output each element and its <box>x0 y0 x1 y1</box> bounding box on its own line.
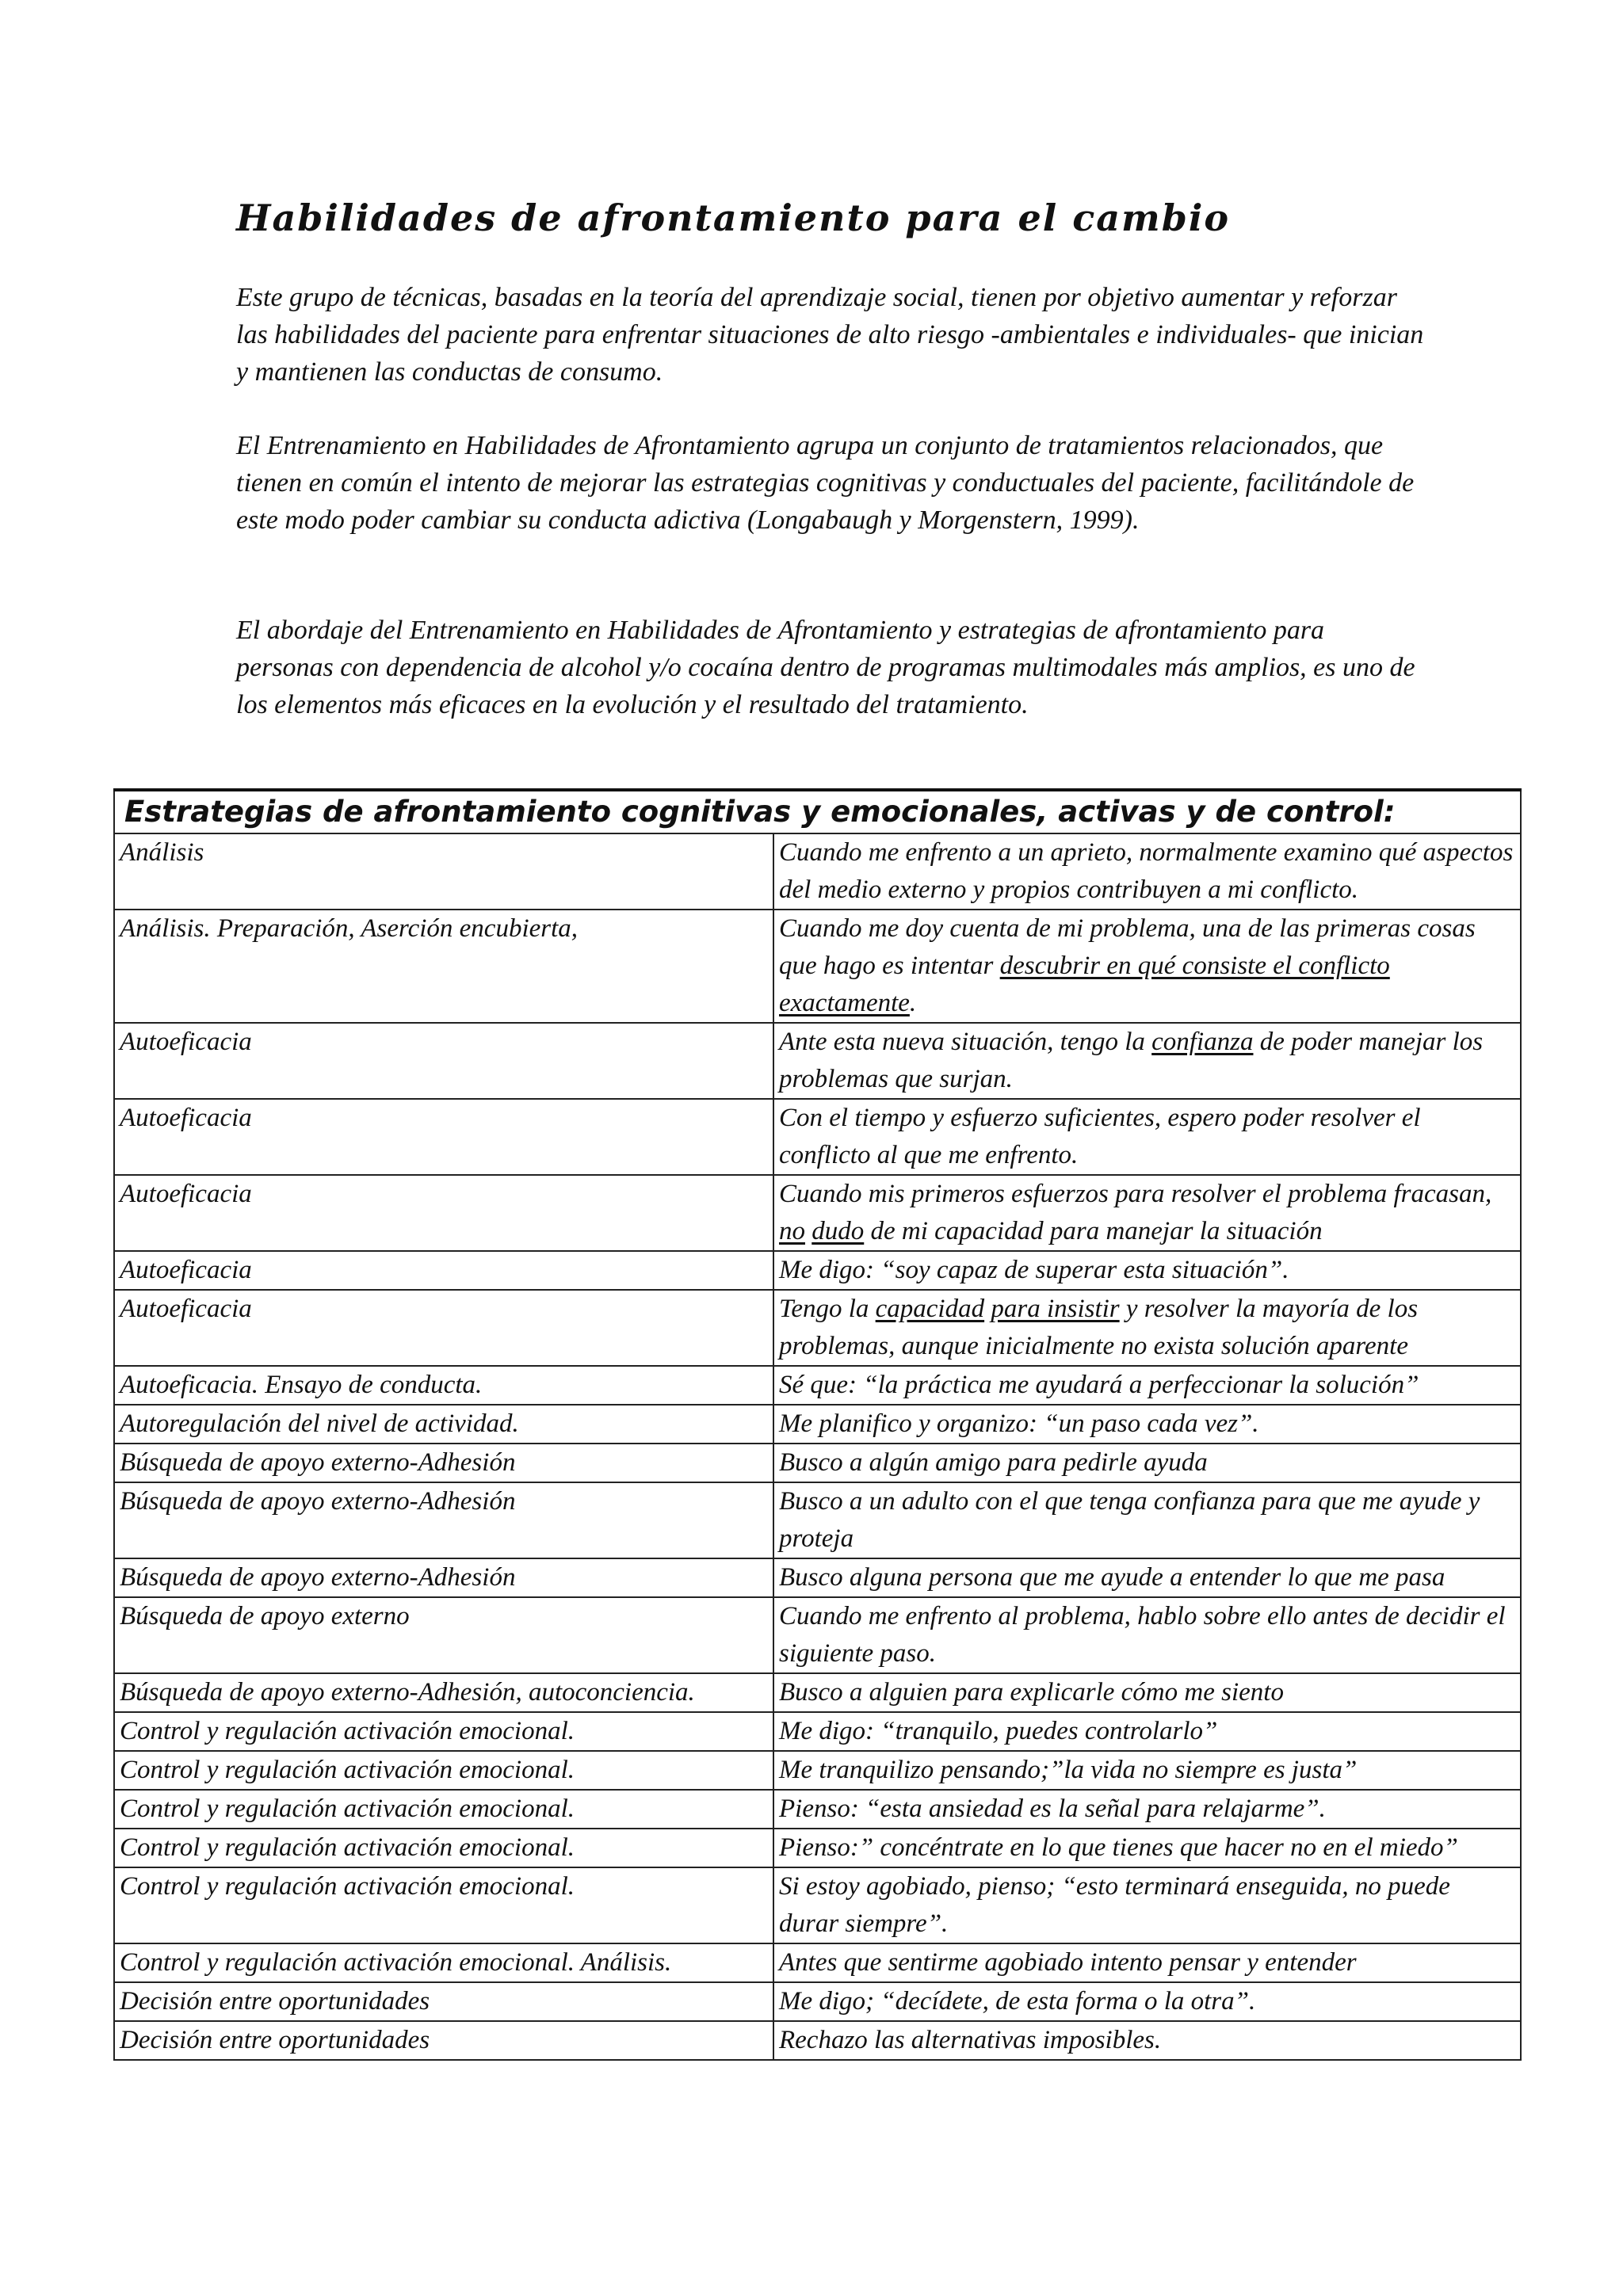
strategy-cell: Control y regulación activación emocional. <box>114 1751 773 1790</box>
description-text: Pienso:” concéntrate en lo que tienes que hacer no en el miedo” <box>779 1833 1458 1862</box>
description-cell <box>773 1482 1521 1558</box>
table-row <box>114 1099 1521 1175</box>
description-text: Tengo la <box>779 1295 876 1323</box>
strategy-cell: Control y regulación activación emocional. Análisis. <box>114 1943 773 1982</box>
intro-paragraph-3: El abordaje del Entrenamiento en Habilidades de Afrontamiento y estrategias de afrontamiento para personas con dependencia de alcohol y/o cocaína dentro de programas multimodales más amplios, es uno de los elementos más eficaces en la evolución y el resultado del tratamiento. <box>236 616 1415 719</box>
underlined-text: dudo <box>812 1217 865 1245</box>
description-text: Cuando mis primeros esfuerzos para resolver el problema fracasan, <box>779 1180 1492 1208</box>
description-text: Busco a un adulto con el que tenga confianza para que me ayude y proteja <box>779 1487 1480 1553</box>
strategy-cell: Decisión entre oportunidades <box>114 2021 773 2060</box>
description-cell <box>773 1558 1521 1597</box>
strategy-cell: Control y regulación activación emocional. <box>114 1790 773 1829</box>
description-cell <box>773 2021 1521 2060</box>
table-row <box>114 1290 1521 1366</box>
description-cell <box>773 1597 1521 1673</box>
strategy-cell: Búsqueda de apoyo externo-Adhesión <box>114 1444 773 1482</box>
table-row <box>114 1558 1521 1597</box>
table-row <box>114 1867 1521 1943</box>
table-row <box>114 1444 1521 1482</box>
strategy-cell: Control y regulación activación emocional. <box>114 1829 773 1867</box>
description-text: Ante esta nueva situación, tengo la <box>779 1028 1152 1056</box>
table-row <box>114 833 1521 910</box>
table-row <box>114 1366 1521 1405</box>
table-row <box>114 2021 1521 2060</box>
strategy-cell: Autoeficacia <box>114 1175 773 1251</box>
description-text: y resolver la mayoría de los problemas, aunque inicialmente no exista solución aparente <box>779 1295 1419 1360</box>
strategy-cell: Búsqueda de apoyo externo <box>114 1597 773 1673</box>
description-cell <box>773 1023 1521 1099</box>
description-text: Me digo: “tranquilo, puedes controlarlo” <box>779 1717 1218 1745</box>
strategy-cell: Búsqueda de apoyo externo-Adhesión <box>114 1558 773 1597</box>
table-header-row <box>114 790 1521 833</box>
table-row <box>114 1712 1521 1751</box>
strategy-cell: Autoeficacia <box>114 1023 773 1099</box>
description-text: Cuando me doy cuenta de mi problema, una de las primeras cosas que hago es intentar <box>779 914 1476 980</box>
intro-paragraph-2: El Entrenamiento en Habilidades de Afrontamiento agrupa un conjunto de tratamientos relacionados, que tienen en común el intento de mejorar las estrategias cognitivas y conductuales del paciente, facilitándole de este modo poder cambiar su conducta adictiva (Longabaugh y Morgenstern, 1999). <box>236 431 1415 535</box>
description-cell <box>773 1175 1521 1251</box>
strategy-cell: Autoregulación del nivel de actividad. <box>114 1405 773 1444</box>
description-cell <box>773 1751 1521 1790</box>
description-text: de poder manejar los problemas que surjan. <box>779 1028 1484 1093</box>
table-row <box>114 1982 1521 2021</box>
strategy-cell: Control y regulación activación emocional. <box>114 1712 773 1751</box>
intro-paragraph-1: Este grupo de técnicas, basadas en la teoría del aprendizaje social, tienen por objetivo aumentar y reforzar las habilidades del paciente para enfrentar situaciones de alto riesgo -ambientales e individuales- que inician y mantienen las conductas de consumo. <box>236 283 1424 387</box>
description-text: Me planifico y organizo: “un paso cada vez”. <box>779 1409 1259 1438</box>
table-row <box>114 1251 1521 1290</box>
description-text: Cuando me enfrento a un aprieto, normalmente examino qué aspectos del medio externo y propios contribuyen a mi conflicto. <box>779 838 1514 904</box>
page-title: Habilidades de afrontamiento para el cambio <box>236 196 1231 239</box>
strategy-cell: Autoeficacia. Ensayo de conducta. <box>114 1366 773 1405</box>
description-cell <box>773 1290 1521 1366</box>
strategy-cell: Búsqueda de apoyo externo-Adhesión, autoconciencia. <box>114 1673 773 1712</box>
description-text <box>805 1217 812 1245</box>
table-body <box>114 833 1521 2060</box>
table-header: Estrategias de afrontamiento cognitivas y emocionales, activas y de control: <box>114 790 1521 833</box>
description-text: Si estoy agobiado, pienso; “esto terminará enseguida, no puede durar siempre”. <box>779 1872 1450 1938</box>
description-text: Antes que sentirme agobiado intento pensar y entender <box>779 1948 1357 1977</box>
description-text: de mi capacidad para manejar la situación <box>864 1217 1323 1245</box>
description-cell <box>773 1405 1521 1444</box>
description-text: Busco a alguien para explicarle cómo me siento <box>779 1678 1284 1707</box>
underlined-text: confianza <box>1151 1028 1254 1056</box>
description-text: Rechazo las alternativas imposibles. <box>779 2026 1162 2054</box>
table-row <box>114 1405 1521 1444</box>
underlined-text: capacidad <box>875 1295 985 1323</box>
table-row <box>114 1023 1521 1099</box>
table-row <box>114 1673 1521 1712</box>
description-cell <box>773 1982 1521 2021</box>
table-row <box>114 1829 1521 1867</box>
underlined-text: descubrir en qué consiste el conflicto exactamente <box>779 952 1390 1017</box>
table-row <box>114 1943 1521 1982</box>
description-cell <box>773 833 1521 910</box>
description-text: . <box>909 989 917 1017</box>
description-cell <box>773 1829 1521 1867</box>
table-row <box>114 910 1521 1023</box>
description-cell <box>773 1366 1521 1405</box>
description-cell <box>773 1251 1521 1290</box>
table-row <box>114 1175 1521 1251</box>
description-text: Me digo; “decídete, de esta forma o la otra”. <box>779 1987 1256 2016</box>
strategy-cell: Control y regulación activación emocional. <box>114 1867 773 1943</box>
description-cell <box>773 1673 1521 1712</box>
underlined-text: para insistir <box>991 1295 1120 1323</box>
description-cell <box>773 1867 1521 1943</box>
description-text: Pienso: “esta ansiedad es la señal para relajarme”. <box>779 1794 1326 1823</box>
description-cell <box>773 910 1521 1023</box>
strategy-cell: Análisis. Preparación, Aserción encubierta, <box>114 910 773 1023</box>
description-text: Con el tiempo y esfuerzo suficientes, espero poder resolver el conflicto al que me enfrento. <box>779 1104 1421 1169</box>
strategy-cell: Análisis <box>114 833 773 910</box>
strategies-table <box>113 788 1522 2061</box>
strategy-cell: Búsqueda de apoyo externo-Adhesión <box>114 1482 773 1558</box>
table-row <box>114 1482 1521 1558</box>
description-text: Busco a algún amigo para pedirle ayuda <box>779 1448 1208 1477</box>
description-cell <box>773 1790 1521 1829</box>
strategy-cell: Autoeficacia <box>114 1099 773 1175</box>
description-cell <box>773 1712 1521 1751</box>
description-text: Busco alguna persona que me ayude a entender lo que me pasa <box>779 1563 1445 1592</box>
description-text: Sé que: “la práctica me ayudará a perfeccionar la solución” <box>779 1371 1419 1399</box>
description-cell <box>773 1099 1521 1175</box>
table-row <box>114 1597 1521 1673</box>
strategy-cell: Decisión entre oportunidades <box>114 1982 773 2021</box>
description-text: Me tranquilizo pensando;”la vida no siempre es justa” <box>779 1756 1358 1784</box>
description-cell <box>773 1444 1521 1482</box>
description-text: Me digo: “soy capaz de superar esta situación”. <box>779 1256 1289 1284</box>
table-row <box>114 1751 1521 1790</box>
strategy-cell: Autoeficacia <box>114 1290 773 1366</box>
underlined-text: no <box>779 1217 805 1245</box>
description-cell <box>773 1943 1521 1982</box>
strategy-cell: Autoeficacia <box>114 1251 773 1290</box>
table-row <box>114 1790 1521 1829</box>
description-text: Cuando me enfrento al problema, hablo sobre ello antes de decidir el siguiente paso. <box>779 1602 1506 1668</box>
